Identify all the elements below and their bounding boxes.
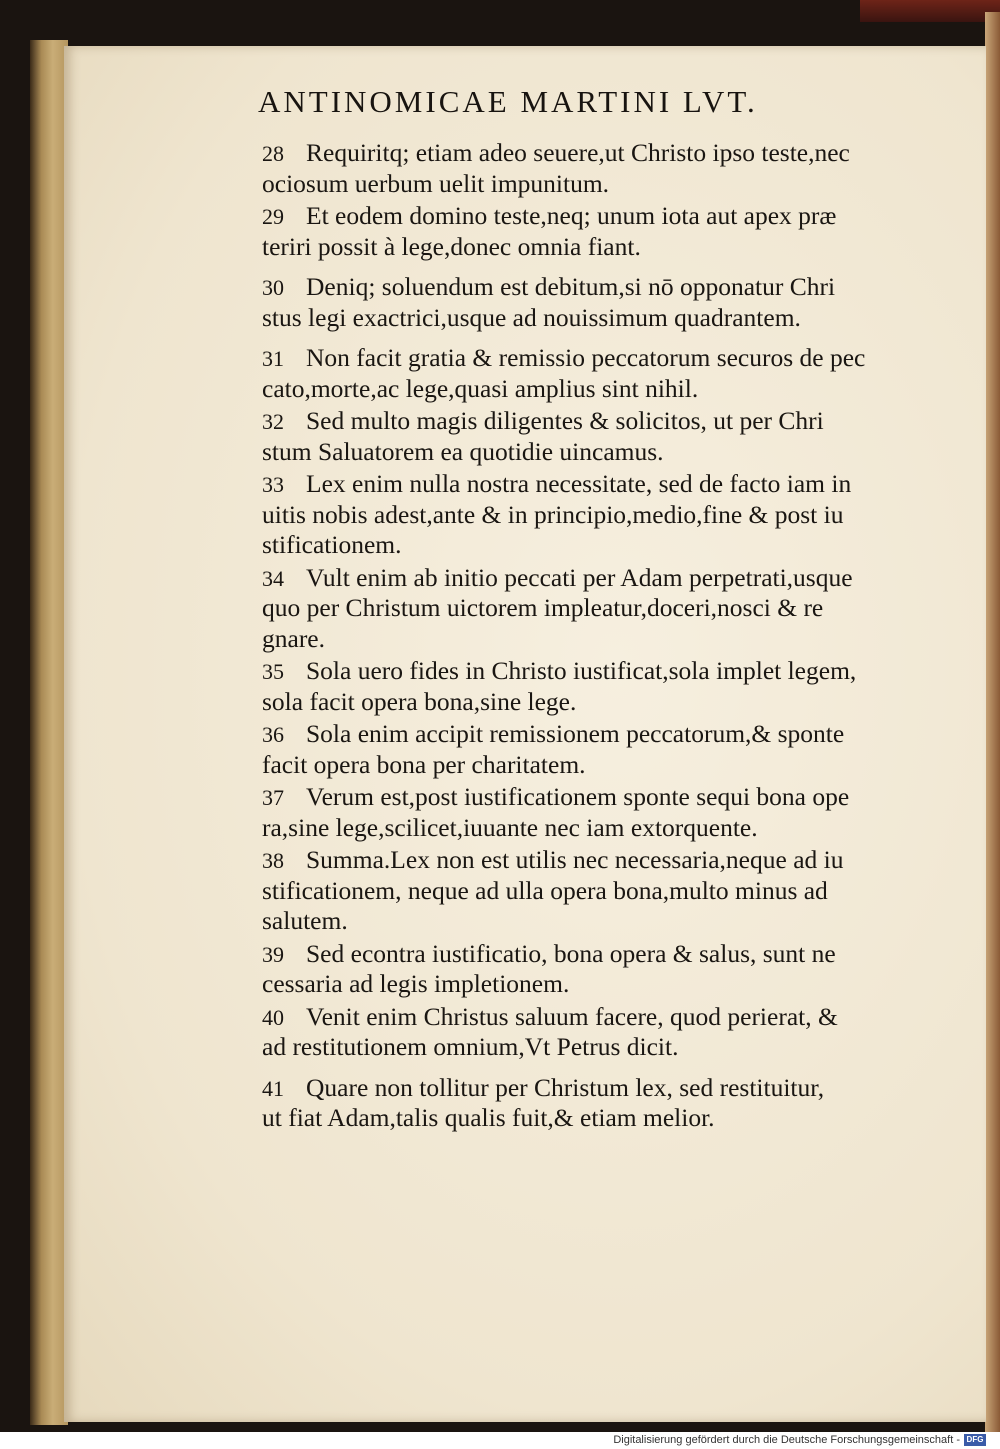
thesis-number: 36 bbox=[262, 722, 284, 747]
thesis-text: Requiritq; etiam adeo seuere,ut Christo ipso teste,nec bbox=[306, 138, 850, 167]
running-head: ANTINOMICAE MARTINI LVT. bbox=[258, 84, 758, 119]
thesis-line bbox=[262, 813, 928, 844]
thesis-text: ut fiat Adam,talis qualis fuit,& etiam melior. bbox=[262, 1103, 715, 1132]
thesis-line bbox=[262, 939, 928, 970]
thesis-number: 40 bbox=[262, 1004, 284, 1030]
thesis-number: 29 bbox=[262, 204, 284, 229]
thesis-item bbox=[262, 406, 928, 467]
thesis-line bbox=[262, 303, 928, 334]
thesis-line bbox=[262, 563, 928, 594]
thesis-text: stificationem, neque ad ulla opera bona,multo minus ad bbox=[262, 875, 828, 905]
theses-text-block bbox=[262, 138, 928, 1136]
book-cover-edge-top bbox=[860, 0, 1000, 22]
thesis-text: ra,sine lege,scilicet,iuuante nec iam extorquente. bbox=[262, 812, 758, 842]
thesis-line bbox=[262, 201, 928, 232]
dfg-logo: DFG bbox=[964, 1434, 986, 1446]
funding-credit: Digitalisierung gefördert durch die Deutsche Forschungsgemeinschaft - bbox=[613, 1434, 960, 1446]
thesis-number: 28 bbox=[262, 141, 284, 166]
thesis-item bbox=[262, 563, 928, 655]
thesis-line bbox=[262, 232, 928, 263]
thesis-line bbox=[262, 469, 928, 500]
thesis-item bbox=[262, 782, 928, 843]
thesis-text: Venit enim Christus saluum facere, quod perierat, & bbox=[306, 1001, 838, 1031]
thesis-number: 33 bbox=[262, 472, 284, 497]
thesis-text: ad restitutionem omnium,Vt Petrus dicit. bbox=[262, 1032, 679, 1061]
thesis-number: 41 bbox=[262, 1075, 284, 1101]
thesis-text: uitis nobis adest,ante & in principio,medio,fine & post iu bbox=[262, 499, 844, 529]
thesis-line bbox=[262, 876, 928, 907]
thesis-text: stificationem. bbox=[262, 530, 402, 559]
thesis-text: stum Saluatorem ea quotidie uincamus. bbox=[262, 436, 664, 466]
thesis-text: Sed econtra iustificatio, bona opera & salus, sunt ne bbox=[306, 938, 836, 968]
thesis-text: salutem. bbox=[262, 906, 348, 935]
thesis-line bbox=[262, 1032, 928, 1063]
thesis-line bbox=[262, 656, 928, 687]
thesis-line bbox=[262, 437, 928, 468]
thesis-text: Sola enim accipit remissionem peccatorum,& sponte bbox=[306, 719, 845, 748]
thesis-number: 32 bbox=[262, 409, 284, 434]
thesis-item bbox=[262, 1073, 928, 1134]
book-fore-edge-left bbox=[30, 40, 68, 1425]
thesis-text: Non facit gratia & remissio peccatorum securos de pec bbox=[306, 343, 866, 372]
thesis-text: Deniq; soluendum est debitum,si nō opponatur Chri bbox=[306, 272, 836, 301]
thesis-line bbox=[262, 138, 928, 169]
thesis-text: cato,morte,ac lege,quasi amplius sint nihil. bbox=[262, 373, 699, 403]
thesis-line bbox=[262, 906, 928, 937]
thesis-number: 30 bbox=[262, 275, 284, 300]
thesis-line bbox=[262, 530, 928, 561]
thesis-number: 35 bbox=[262, 659, 284, 684]
thesis-text: Summa.Lex non est utilis nec necessaria,neque ad iu bbox=[306, 845, 844, 874]
thesis-item bbox=[262, 138, 928, 199]
thesis-text: Quare non tollitur per Christum lex, sed restituitur, bbox=[306, 1072, 825, 1102]
thesis-item bbox=[262, 719, 928, 780]
thesis-line bbox=[262, 845, 928, 876]
thesis-number: 31 bbox=[262, 346, 284, 371]
thesis-text: Vult enim ab initio peccati per Adam perpetrati,usque bbox=[306, 562, 853, 592]
thesis-line bbox=[262, 624, 928, 655]
thesis-line bbox=[262, 1073, 928, 1104]
thesis-text: gnare. bbox=[262, 623, 326, 653]
thesis-item bbox=[262, 656, 928, 717]
thesis-text: sola facit opera bona,sine lege. bbox=[262, 686, 577, 716]
thesis-line bbox=[262, 1002, 928, 1033]
thesis-number: 38 bbox=[262, 848, 284, 873]
thesis-line bbox=[262, 750, 928, 781]
thesis-item bbox=[262, 469, 928, 561]
thesis-line bbox=[262, 500, 928, 531]
thesis-line bbox=[262, 272, 928, 303]
thesis-item bbox=[262, 845, 928, 937]
thesis-text: quo per Christum uictorem impleatur,doceri,nosci & re bbox=[262, 593, 824, 622]
thesis-text: ociosum uerbum uelit impunitum. bbox=[262, 168, 610, 198]
thesis-item bbox=[262, 201, 928, 262]
thesis-text: Sola uero fides in Christo iustificat,sola implet legem, bbox=[306, 656, 857, 685]
thesis-line bbox=[262, 343, 928, 374]
thesis-text: facit opera bona per charitatem. bbox=[262, 749, 586, 779]
thesis-item bbox=[262, 272, 928, 333]
thesis-text: Verum est,post iustificationem sponte sequi bona ope bbox=[306, 782, 850, 811]
thesis-line bbox=[262, 1103, 928, 1134]
thesis-item bbox=[262, 343, 928, 404]
thesis-line bbox=[262, 593, 928, 624]
book-cover-edge-right bbox=[985, 12, 1000, 1432]
thesis-text: Lex enim nulla nostra necessitate, sed de facto iam in bbox=[306, 469, 852, 498]
thesis-text: cessaria ad legis impletionem. bbox=[262, 969, 570, 998]
thesis-number: 39 bbox=[262, 941, 284, 967]
thesis-line bbox=[262, 969, 928, 1000]
thesis-number: 37 bbox=[262, 785, 284, 810]
thesis-line bbox=[262, 169, 928, 200]
thesis-line bbox=[262, 782, 928, 813]
thesis-number: 34 bbox=[262, 565, 284, 591]
thesis-item bbox=[262, 1002, 928, 1063]
thesis-line bbox=[262, 719, 928, 750]
thesis-line bbox=[262, 687, 928, 718]
thesis-text: Et eodem domino teste,neq; unum iota aut apex præ bbox=[306, 201, 837, 230]
thesis-line bbox=[262, 406, 928, 437]
thesis-text: stus legi exactrici,usque ad nouissimum quadrantem. bbox=[262, 302, 801, 332]
thesis-item bbox=[262, 939, 928, 1000]
thesis-text: teriri possit à lege,donec omnia fiant. bbox=[262, 231, 641, 261]
thesis-line bbox=[262, 374, 928, 405]
thesis-text: Sed multo magis diligentes & solicitos, ut per Chri bbox=[306, 406, 824, 435]
